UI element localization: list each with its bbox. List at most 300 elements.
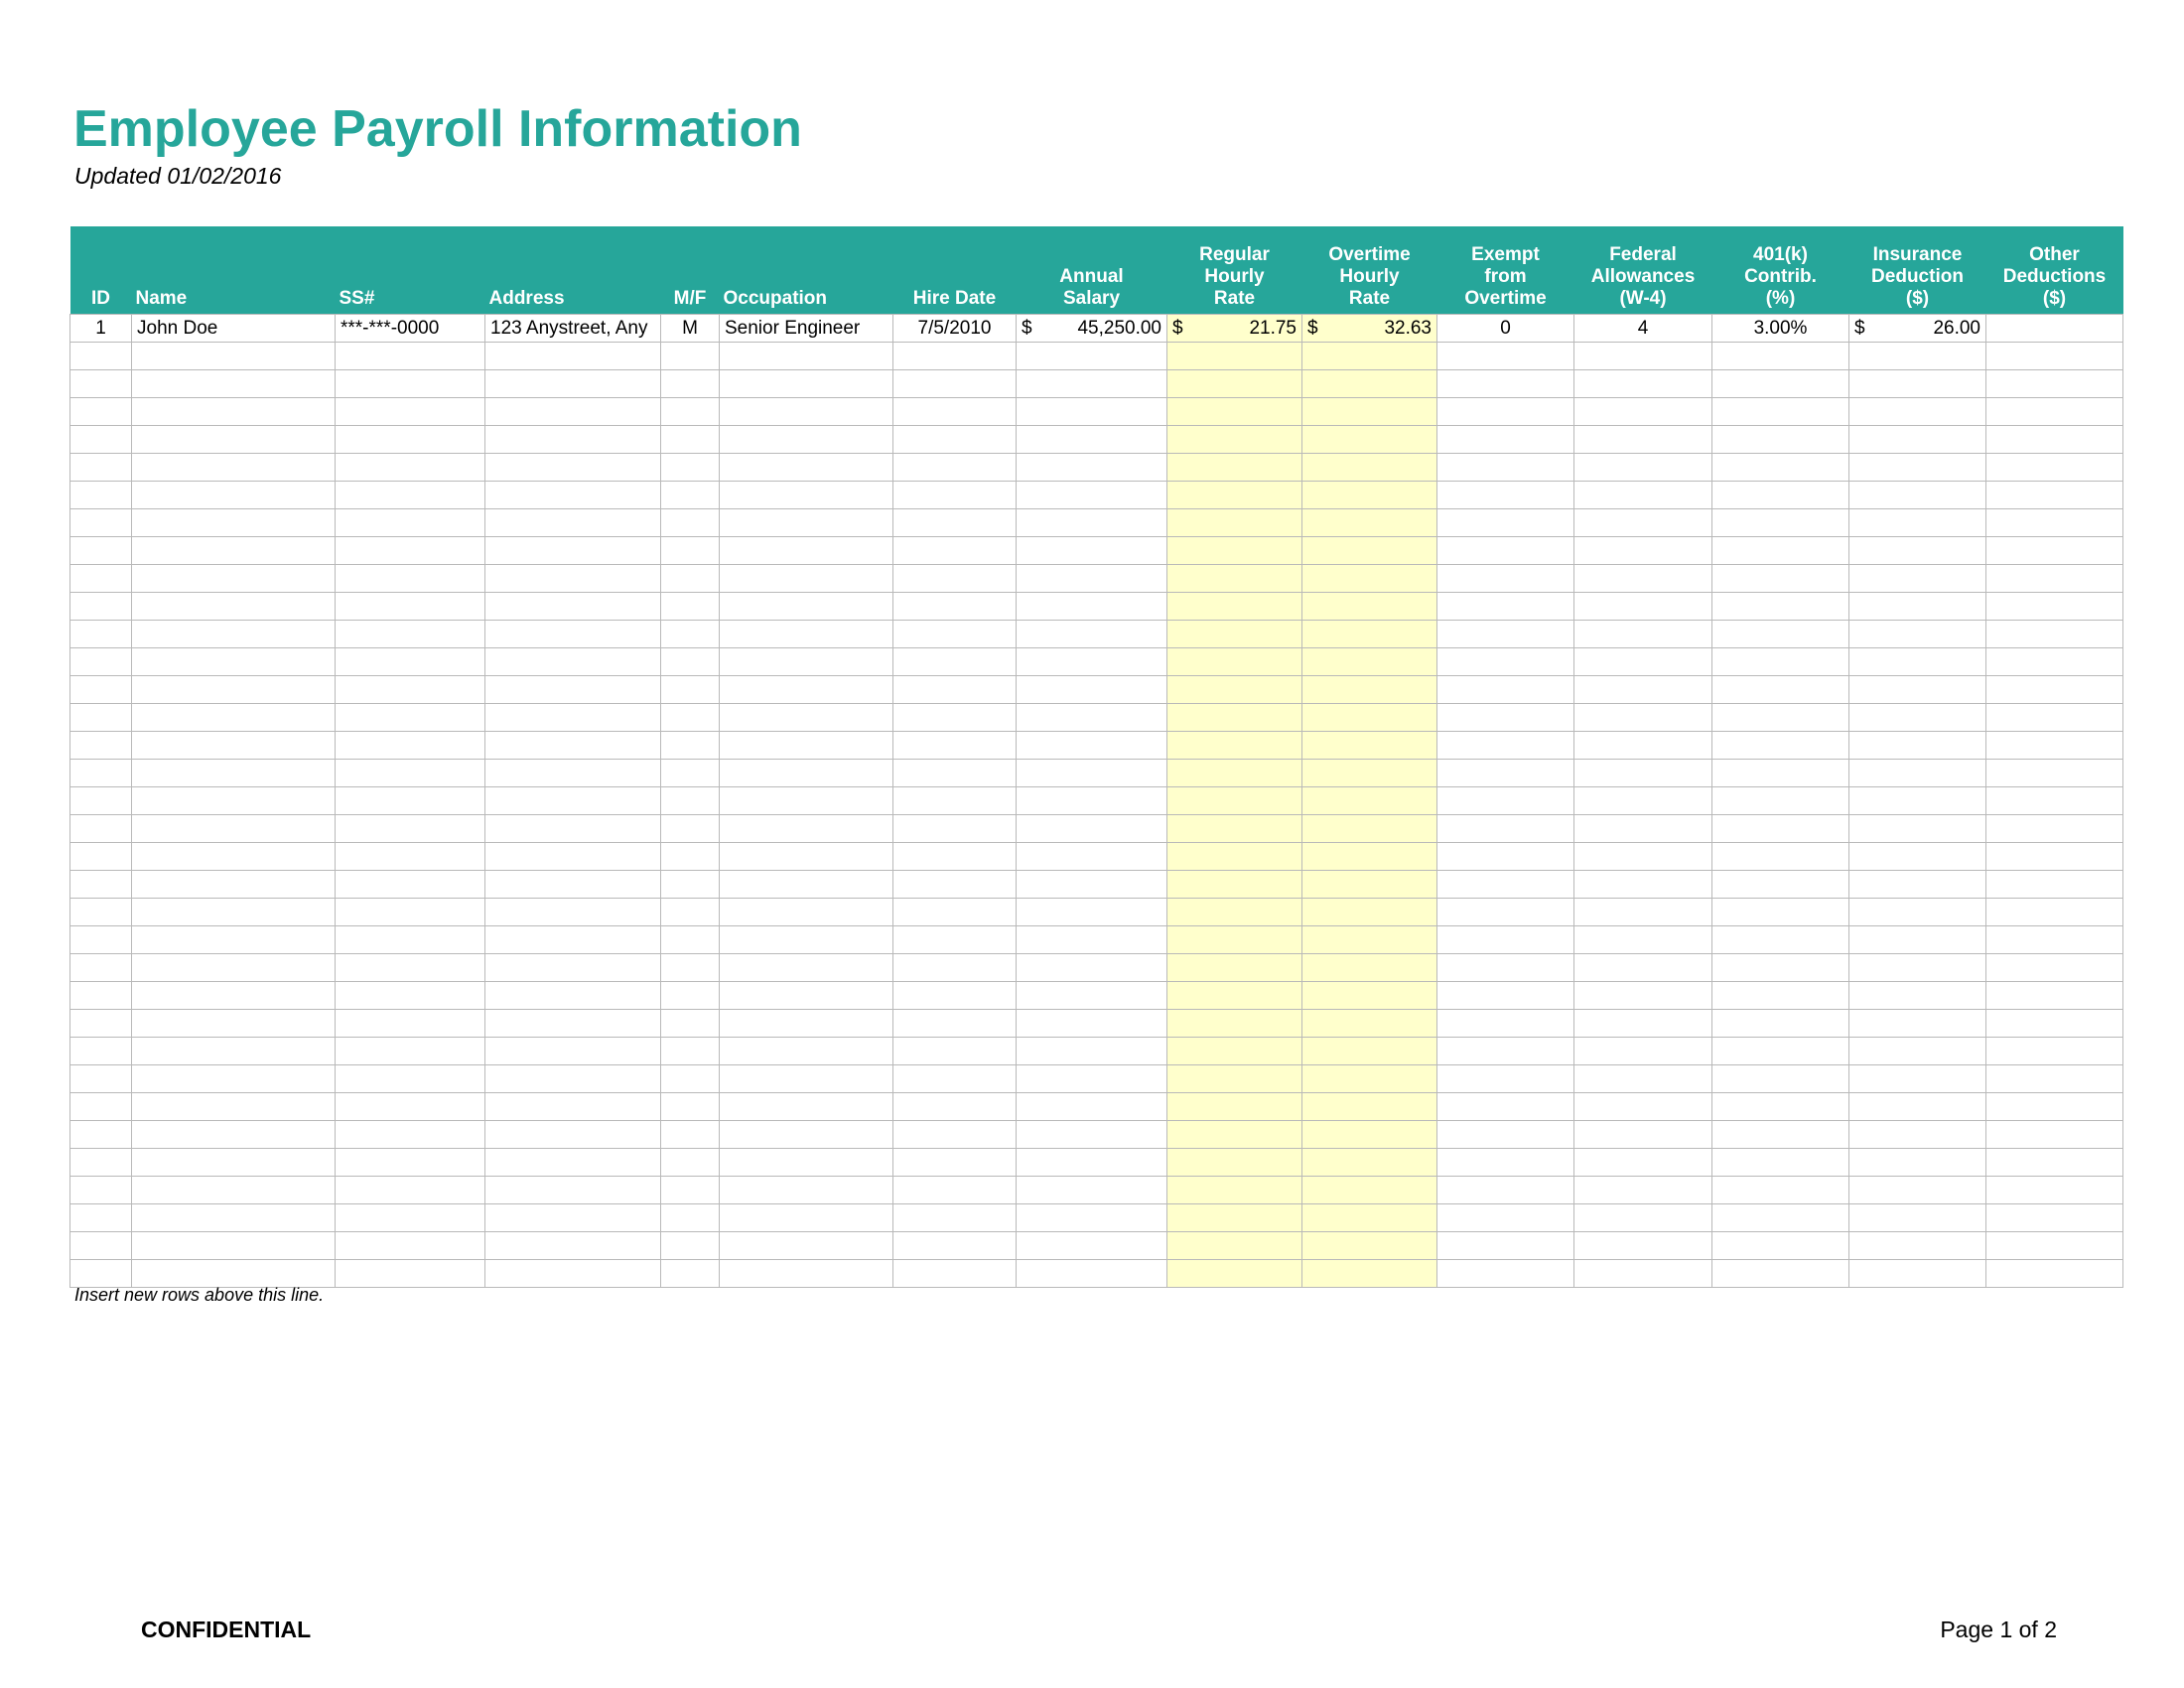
cell-sex[interactable]: [661, 787, 720, 815]
cell-contrib[interactable]: [1712, 954, 1849, 982]
cell-overtime-rate[interactable]: [1302, 1204, 1437, 1232]
cell-allowances[interactable]: [1574, 1093, 1712, 1121]
cell-allowances[interactable]: [1574, 1065, 1712, 1093]
cell-address[interactable]: [485, 815, 661, 843]
cell-id[interactable]: [70, 676, 132, 704]
cell-id[interactable]: [70, 732, 132, 760]
cell-address[interactable]: [485, 1204, 661, 1232]
cell-other[interactable]: [1986, 537, 2123, 565]
cell-address[interactable]: [485, 509, 661, 537]
cell-overtime-rate[interactable]: [1302, 398, 1437, 426]
cell-id[interactable]: [70, 1149, 132, 1177]
cell-regular-rate[interactable]: [1167, 1121, 1302, 1149]
cell-exempt[interactable]: [1437, 1204, 1574, 1232]
cell-ssn[interactable]: [336, 787, 485, 815]
cell-regular-rate[interactable]: [1167, 648, 1302, 676]
cell-address[interactable]: [485, 565, 661, 593]
cell-allowances[interactable]: [1574, 954, 1712, 982]
cell-occupation[interactable]: [720, 1010, 893, 1038]
cell-id[interactable]: [70, 926, 132, 954]
cell-address[interactable]: [485, 732, 661, 760]
cell-regular-rate[interactable]: [1167, 565, 1302, 593]
cell-sex[interactable]: [661, 1204, 720, 1232]
cell-sex[interactable]: M: [661, 315, 720, 343]
cell-insurance[interactable]: [1849, 704, 1986, 732]
cell-occupation[interactable]: [720, 343, 893, 370]
cell-contrib[interactable]: [1712, 565, 1849, 593]
cell-insurance[interactable]: [1849, 315, 1986, 343]
cell-other[interactable]: [1986, 370, 2123, 398]
cell-name[interactable]: [132, 370, 336, 398]
cell-allowances[interactable]: [1574, 398, 1712, 426]
cell-other[interactable]: [1986, 621, 2123, 648]
cell-contrib[interactable]: [1712, 537, 1849, 565]
cell-allowances[interactable]: [1574, 871, 1712, 899]
cell-address[interactable]: [485, 843, 661, 871]
cell-id[interactable]: [70, 509, 132, 537]
cell-sex[interactable]: [661, 1065, 720, 1093]
cell-other[interactable]: [1986, 454, 2123, 482]
cell-ssn[interactable]: [336, 1149, 485, 1177]
cell-contrib[interactable]: [1712, 899, 1849, 926]
cell-regular-rate[interactable]: [1167, 871, 1302, 899]
column-header[interactable]: [661, 226, 720, 315]
cell-contrib[interactable]: [1712, 426, 1849, 454]
cell-overtime-rate[interactable]: [1302, 760, 1437, 787]
cell-name[interactable]: [132, 1149, 336, 1177]
cell-annual-salary[interactable]: [1017, 1232, 1167, 1260]
cell-insurance[interactable]: [1849, 982, 1986, 1010]
cell-occupation[interactable]: [720, 899, 893, 926]
cell-id[interactable]: [70, 815, 132, 843]
cell-overtime-rate[interactable]: [1302, 454, 1437, 482]
cell-occupation[interactable]: [720, 982, 893, 1010]
cell-annual-salary[interactable]: [1017, 1065, 1167, 1093]
cell-other[interactable]: [1986, 926, 2123, 954]
cell-other[interactable]: [1986, 1065, 2123, 1093]
cell-allowances[interactable]: [1574, 593, 1712, 621]
cell-sex[interactable]: [661, 537, 720, 565]
cell-contrib[interactable]: [1712, 1260, 1849, 1288]
cell-hire-date[interactable]: [893, 843, 1017, 871]
cell-annual-salary[interactable]: [1017, 704, 1167, 732]
cell-exempt[interactable]: [1437, 704, 1574, 732]
cell-exempt[interactable]: [1437, 343, 1574, 370]
cell-name[interactable]: [132, 787, 336, 815]
cell-overtime-rate[interactable]: [1302, 565, 1437, 593]
cell-id[interactable]: [70, 1010, 132, 1038]
cell-hire-date[interactable]: [893, 760, 1017, 787]
cell-annual-salary[interactable]: [1017, 1038, 1167, 1065]
cell-other[interactable]: [1986, 1232, 2123, 1260]
cell-occupation[interactable]: [720, 704, 893, 732]
cell-sex[interactable]: [661, 1038, 720, 1065]
cell-exempt[interactable]: [1437, 760, 1574, 787]
cell-annual-salary[interactable]: [1017, 426, 1167, 454]
cell-address[interactable]: [485, 1065, 661, 1093]
cell-overtime-rate[interactable]: [1302, 815, 1437, 843]
cell-overtime-rate[interactable]: [1302, 509, 1437, 537]
cell-ssn[interactable]: [336, 1038, 485, 1065]
cell-occupation[interactable]: [720, 815, 893, 843]
cell-regular-rate[interactable]: [1167, 954, 1302, 982]
cell-occupation[interactable]: [720, 1093, 893, 1121]
cell-insurance[interactable]: [1849, 815, 1986, 843]
cell-ssn[interactable]: [336, 537, 485, 565]
cell-hire-date[interactable]: [893, 1038, 1017, 1065]
cell-insurance[interactable]: [1849, 537, 1986, 565]
cell-contrib[interactable]: [1712, 1065, 1849, 1093]
cell-ssn[interactable]: [336, 843, 485, 871]
cell-address[interactable]: [485, 648, 661, 676]
cell-name[interactable]: [132, 1232, 336, 1260]
cell-annual-salary[interactable]: [1017, 593, 1167, 621]
cell-insurance[interactable]: [1849, 926, 1986, 954]
cell-sex[interactable]: [661, 871, 720, 899]
cell-contrib[interactable]: [1712, 843, 1849, 871]
cell-contrib[interactable]: [1712, 815, 1849, 843]
cell-overtime-rate[interactable]: [1302, 899, 1437, 926]
cell-occupation[interactable]: [720, 565, 893, 593]
cell-overtime-rate[interactable]: [1302, 343, 1437, 370]
cell-ssn[interactable]: [336, 1121, 485, 1149]
cell-name[interactable]: [132, 509, 336, 537]
cell-regular-rate[interactable]: [1167, 787, 1302, 815]
column-header[interactable]: [1167, 226, 1302, 315]
cell-overtime-rate[interactable]: [1302, 704, 1437, 732]
cell-insurance[interactable]: [1849, 787, 1986, 815]
cell-name[interactable]: [132, 343, 336, 370]
cell-exempt[interactable]: [1437, 926, 1574, 954]
cell-id[interactable]: [70, 398, 132, 426]
cell-ssn[interactable]: [336, 426, 485, 454]
cell-exempt[interactable]: [1437, 648, 1574, 676]
cell-address[interactable]: [485, 1038, 661, 1065]
cell-regular-rate[interactable]: [1167, 843, 1302, 871]
cell-allowances[interactable]: [1574, 648, 1712, 676]
cell-ssn[interactable]: [336, 926, 485, 954]
cell-insurance[interactable]: [1849, 843, 1986, 871]
cell-sex[interactable]: [661, 815, 720, 843]
cell-exempt[interactable]: [1437, 1177, 1574, 1204]
cell-insurance[interactable]: [1849, 871, 1986, 899]
cell-name[interactable]: [132, 565, 336, 593]
column-header[interactable]: [336, 226, 485, 315]
cell-sex[interactable]: [661, 565, 720, 593]
cell-annual-salary[interactable]: [1017, 1149, 1167, 1177]
cell-annual-salary[interactable]: [1017, 1010, 1167, 1038]
cell-annual-salary[interactable]: [1017, 1260, 1167, 1288]
cell-overtime-rate[interactable]: [1302, 426, 1437, 454]
cell-occupation[interactable]: [720, 926, 893, 954]
cell-name[interactable]: [132, 1010, 336, 1038]
cell-name[interactable]: [132, 1065, 336, 1093]
cell-sex[interactable]: [661, 426, 720, 454]
cell-overtime-rate[interactable]: [1302, 676, 1437, 704]
cell-sex[interactable]: [661, 1232, 720, 1260]
cell-address[interactable]: [485, 760, 661, 787]
cell-occupation[interactable]: [720, 621, 893, 648]
cell-address[interactable]: 123 Anystreet, Any: [485, 315, 661, 343]
cell-insurance[interactable]: [1849, 954, 1986, 982]
cell-allowances[interactable]: 4: [1574, 315, 1712, 343]
cell-other[interactable]: [1986, 1204, 2123, 1232]
cell-annual-salary[interactable]: [1017, 315, 1167, 343]
cell-annual-salary[interactable]: [1017, 982, 1167, 1010]
cell-exempt[interactable]: [1437, 815, 1574, 843]
column-header[interactable]: [132, 226, 336, 315]
cell-hire-date[interactable]: [893, 1204, 1017, 1232]
cell-allowances[interactable]: [1574, 1232, 1712, 1260]
cell-hire-date[interactable]: [893, 982, 1017, 1010]
cell-id[interactable]: [70, 482, 132, 509]
cell-ssn[interactable]: [336, 621, 485, 648]
cell-allowances[interactable]: [1574, 1038, 1712, 1065]
cell-name[interactable]: [132, 482, 336, 509]
cell-other[interactable]: [1986, 732, 2123, 760]
cell-contrib[interactable]: [1712, 1093, 1849, 1121]
cell-overtime-rate[interactable]: [1302, 926, 1437, 954]
cell-occupation[interactable]: [720, 593, 893, 621]
cell-annual-salary[interactable]: [1017, 871, 1167, 899]
cell-overtime-rate[interactable]: [1302, 843, 1437, 871]
cell-occupation[interactable]: [720, 732, 893, 760]
cell-insurance[interactable]: [1849, 482, 1986, 509]
cell-exempt[interactable]: [1437, 843, 1574, 871]
cell-address[interactable]: [485, 704, 661, 732]
cell-sex[interactable]: [661, 732, 720, 760]
cell-contrib[interactable]: [1712, 871, 1849, 899]
column-header[interactable]: [720, 226, 893, 315]
cell-occupation[interactable]: [720, 370, 893, 398]
cell-hire-date[interactable]: [893, 426, 1017, 454]
cell-regular-rate[interactable]: [1167, 1065, 1302, 1093]
cell-exempt[interactable]: [1437, 621, 1574, 648]
cell-allowances[interactable]: [1574, 899, 1712, 926]
cell-hire-date[interactable]: 7/5/2010: [893, 315, 1017, 343]
cell-name[interactable]: [132, 760, 336, 787]
cell-name[interactable]: [132, 1093, 336, 1121]
cell-exempt[interactable]: [1437, 1232, 1574, 1260]
cell-allowances[interactable]: [1574, 1121, 1712, 1149]
cell-address[interactable]: [485, 926, 661, 954]
cell-id[interactable]: [70, 1204, 132, 1232]
cell-regular-rate[interactable]: [1167, 676, 1302, 704]
cell-regular-rate[interactable]: [1167, 343, 1302, 370]
cell-allowances[interactable]: [1574, 454, 1712, 482]
cell-annual-salary[interactable]: [1017, 398, 1167, 426]
cell-regular-rate[interactable]: [1167, 315, 1302, 343]
cell-id[interactable]: [70, 1093, 132, 1121]
cell-contrib[interactable]: [1712, 1121, 1849, 1149]
cell-address[interactable]: [485, 1149, 661, 1177]
cell-occupation[interactable]: Senior Engineer: [720, 315, 893, 343]
cell-insurance[interactable]: [1849, 454, 1986, 482]
cell-ssn[interactable]: [336, 1260, 485, 1288]
cell-name[interactable]: [132, 732, 336, 760]
cell-contrib[interactable]: [1712, 509, 1849, 537]
cell-contrib[interactable]: [1712, 1204, 1849, 1232]
cell-exempt[interactable]: [1437, 1038, 1574, 1065]
cell-ssn[interactable]: [336, 1065, 485, 1093]
cell-exempt[interactable]: [1437, 982, 1574, 1010]
cell-insurance[interactable]: [1849, 370, 1986, 398]
cell-sex[interactable]: [661, 1010, 720, 1038]
cell-address[interactable]: [485, 1010, 661, 1038]
cell-name[interactable]: [132, 454, 336, 482]
cell-contrib[interactable]: [1712, 1038, 1849, 1065]
cell-insurance[interactable]: [1849, 426, 1986, 454]
cell-regular-rate[interactable]: [1167, 370, 1302, 398]
cell-id[interactable]: [70, 370, 132, 398]
cell-ssn[interactable]: [336, 343, 485, 370]
cell-allowances[interactable]: [1574, 482, 1712, 509]
cell-sex[interactable]: [661, 1177, 720, 1204]
cell-address[interactable]: [485, 982, 661, 1010]
cell-ssn[interactable]: [336, 760, 485, 787]
cell-name[interactable]: [132, 593, 336, 621]
cell-overtime-rate[interactable]: [1302, 593, 1437, 621]
cell-other[interactable]: [1986, 482, 2123, 509]
cell-name[interactable]: [132, 648, 336, 676]
cell-name[interactable]: [132, 704, 336, 732]
cell-insurance[interactable]: [1849, 398, 1986, 426]
cell-annual-salary[interactable]: [1017, 482, 1167, 509]
cell-id[interactable]: [70, 954, 132, 982]
cell-id[interactable]: [70, 787, 132, 815]
cell-insurance[interactable]: [1849, 1121, 1986, 1149]
cell-hire-date[interactable]: [893, 815, 1017, 843]
cell-regular-rate[interactable]: [1167, 1038, 1302, 1065]
cell-exempt[interactable]: [1437, 871, 1574, 899]
cell-address[interactable]: [485, 954, 661, 982]
cell-annual-salary[interactable]: [1017, 537, 1167, 565]
cell-hire-date[interactable]: [893, 537, 1017, 565]
cell-overtime-rate[interactable]: [1302, 1093, 1437, 1121]
cell-insurance[interactable]: [1849, 760, 1986, 787]
cell-address[interactable]: [485, 1121, 661, 1149]
cell-regular-rate[interactable]: [1167, 1149, 1302, 1177]
cell-name[interactable]: [132, 1121, 336, 1149]
cell-exempt[interactable]: [1437, 565, 1574, 593]
cell-allowances[interactable]: [1574, 1204, 1712, 1232]
cell-exempt[interactable]: [1437, 454, 1574, 482]
cell-annual-salary[interactable]: [1017, 343, 1167, 370]
cell-id[interactable]: [70, 1177, 132, 1204]
cell-name[interactable]: [132, 426, 336, 454]
cell-exempt[interactable]: [1437, 398, 1574, 426]
cell-occupation[interactable]: [720, 482, 893, 509]
cell-insurance[interactable]: [1849, 1260, 1986, 1288]
cell-insurance[interactable]: [1849, 899, 1986, 926]
cell-id[interactable]: [70, 1260, 132, 1288]
cell-occupation[interactable]: [720, 760, 893, 787]
cell-regular-rate[interactable]: [1167, 621, 1302, 648]
cell-id[interactable]: [70, 537, 132, 565]
cell-name[interactable]: [132, 982, 336, 1010]
cell-other[interactable]: [1986, 899, 2123, 926]
cell-sex[interactable]: [661, 676, 720, 704]
cell-annual-salary[interactable]: [1017, 760, 1167, 787]
cell-exempt[interactable]: [1437, 899, 1574, 926]
cell-name[interactable]: [132, 537, 336, 565]
cell-insurance[interactable]: [1849, 676, 1986, 704]
cell-sex[interactable]: [661, 454, 720, 482]
cell-allowances[interactable]: [1574, 343, 1712, 370]
cell-id[interactable]: [70, 871, 132, 899]
cell-overtime-rate[interactable]: [1302, 732, 1437, 760]
cell-annual-salary[interactable]: [1017, 370, 1167, 398]
column-header[interactable]: [1849, 226, 1986, 315]
cell-hire-date[interactable]: [893, 1010, 1017, 1038]
cell-regular-rate[interactable]: [1167, 899, 1302, 926]
cell-occupation[interactable]: [720, 454, 893, 482]
cell-annual-salary[interactable]: [1017, 509, 1167, 537]
cell-address[interactable]: [485, 593, 661, 621]
cell-exempt[interactable]: [1437, 1065, 1574, 1093]
cell-name[interactable]: [132, 899, 336, 926]
cell-exempt[interactable]: [1437, 1093, 1574, 1121]
cell-other[interactable]: [1986, 954, 2123, 982]
cell-sex[interactable]: [661, 648, 720, 676]
cell-occupation[interactable]: [720, 1260, 893, 1288]
cell-name[interactable]: [132, 843, 336, 871]
cell-id[interactable]: [70, 1121, 132, 1149]
cell-other[interactable]: [1986, 426, 2123, 454]
column-header[interactable]: [1017, 226, 1167, 315]
cell-other[interactable]: [1986, 1149, 2123, 1177]
cell-sex[interactable]: [661, 398, 720, 426]
cell-hire-date[interactable]: [893, 732, 1017, 760]
cell-annual-salary[interactable]: [1017, 676, 1167, 704]
cell-overtime-rate[interactable]: [1302, 315, 1437, 343]
cell-hire-date[interactable]: [893, 398, 1017, 426]
cell-hire-date[interactable]: [893, 1121, 1017, 1149]
cell-other[interactable]: [1986, 1038, 2123, 1065]
cell-contrib[interactable]: [1712, 343, 1849, 370]
cell-insurance[interactable]: [1849, 648, 1986, 676]
cell-name[interactable]: [132, 1177, 336, 1204]
cell-id[interactable]: [70, 1065, 132, 1093]
cell-occupation[interactable]: [720, 398, 893, 426]
cell-address[interactable]: [485, 370, 661, 398]
cell-hire-date[interactable]: [893, 1260, 1017, 1288]
cell-exempt[interactable]: [1437, 593, 1574, 621]
cell-contrib[interactable]: [1712, 982, 1849, 1010]
cell-ssn[interactable]: [336, 899, 485, 926]
cell-ssn[interactable]: [336, 648, 485, 676]
cell-sex[interactable]: [661, 1260, 720, 1288]
cell-sex[interactable]: [661, 843, 720, 871]
cell-overtime-rate[interactable]: [1302, 648, 1437, 676]
cell-sex[interactable]: [661, 760, 720, 787]
cell-name[interactable]: [132, 926, 336, 954]
cell-insurance[interactable]: [1849, 1204, 1986, 1232]
cell-address[interactable]: [485, 426, 661, 454]
cell-hire-date[interactable]: [893, 1149, 1017, 1177]
cell-regular-rate[interactable]: [1167, 1010, 1302, 1038]
cell-regular-rate[interactable]: [1167, 454, 1302, 482]
cell-contrib[interactable]: [1712, 926, 1849, 954]
cell-sex[interactable]: [661, 1093, 720, 1121]
cell-insurance[interactable]: [1849, 343, 1986, 370]
cell-ssn[interactable]: [336, 398, 485, 426]
cell-allowances[interactable]: [1574, 926, 1712, 954]
cell-ssn[interactable]: [336, 482, 485, 509]
cell-allowances[interactable]: [1574, 732, 1712, 760]
cell-address[interactable]: [485, 1260, 661, 1288]
cell-overtime-rate[interactable]: [1302, 1038, 1437, 1065]
